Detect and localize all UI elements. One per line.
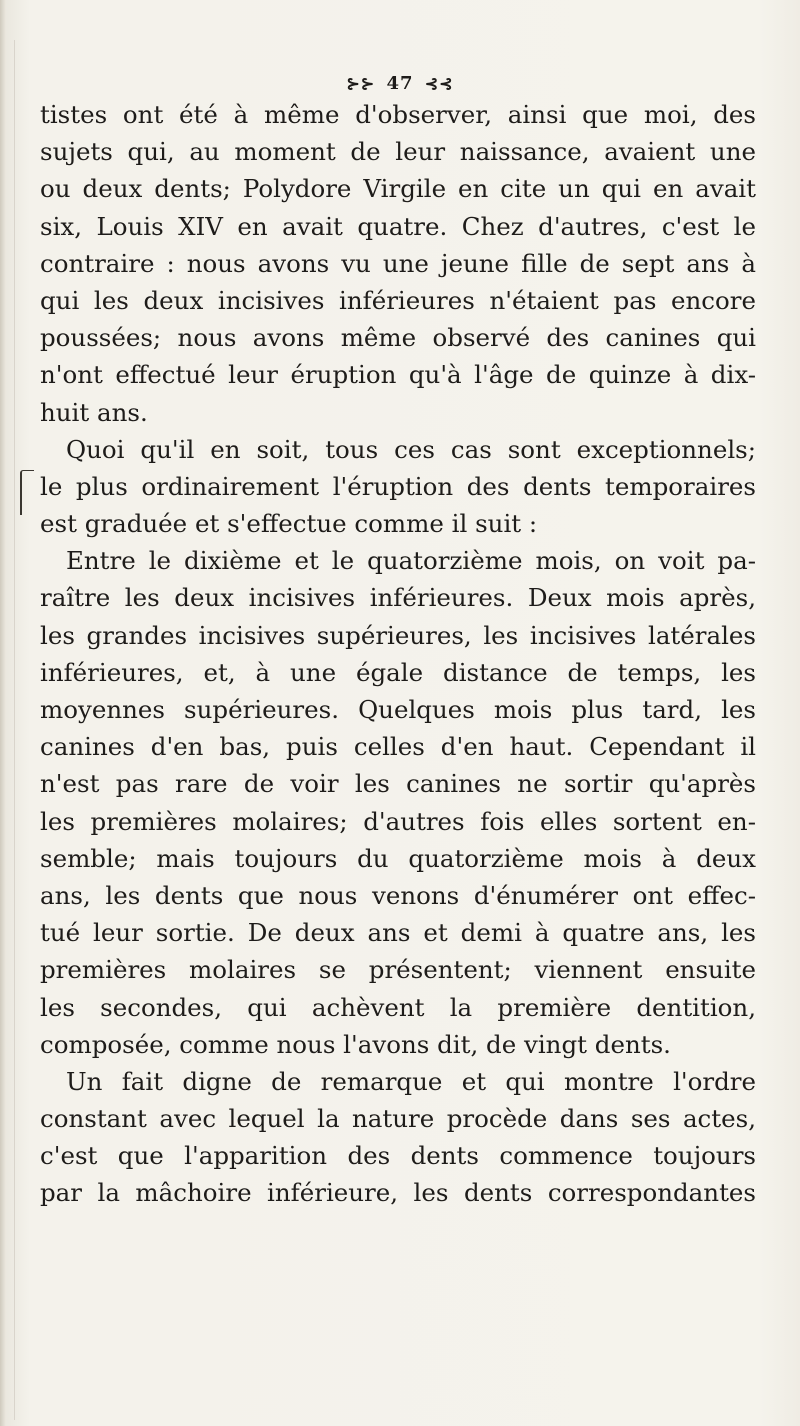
ornament-right-icon: ⊰⊰ (424, 74, 454, 93)
paragraph-start-line: Quoi qu'il en soit, tous ces cas sont exceptionnels; (66, 434, 756, 464)
text-line: poussées; nous avons même observé des canines qui (40, 323, 756, 353)
margin-bracket-mark (20, 470, 34, 515)
page-number: 47 (386, 73, 414, 94)
text-line: composée, comme nous l'avons dit, de vingt dents. (40, 1029, 671, 1059)
text-line: les secondes, qui achèvent la première dentition, (40, 992, 756, 1022)
text-line: est graduée et s'effectue comme il suit : (40, 509, 538, 539)
text-line: c'est que l'apparition des dents commence toujours (40, 1141, 756, 1171)
body-text (40, 96, 756, 1212)
text-line: sujets qui, au moment de leur naissance, avaient une (40, 137, 756, 167)
text-line: canines d'en bas, puis celles d'en haut. Cependant il (40, 732, 756, 762)
text-line: six, Louis XIV en avait quatre. Chez d'autres, c'est le (40, 211, 756, 241)
paragraph-start-line: Un fait digne de remarque et qui montre l'ordre (66, 1066, 756, 1096)
text-line: par la mâchoire inférieure, les dents correspondantes (40, 1178, 756, 1208)
text-line: huit ans. (40, 397, 148, 427)
text-line: les grandes incisives supérieures, les incisives latérales (40, 620, 756, 650)
text-line: inférieures, et, à une égale distance de temps, les (40, 657, 756, 687)
gutter-shadow-line (14, 40, 15, 1420)
ornament-left-icon: ⊱⊱ (346, 74, 376, 93)
text-line: tué leur sortie. De deux ans et demi à quatre ans, les (40, 918, 756, 948)
text-line: premières molaires se présentent; viennent ensuite (40, 955, 756, 985)
text-line: contraire : nous avons vu une jeune fille de sept ans à (40, 248, 756, 278)
text-line: n'est pas rare de voir les canines ne sortir qu'après (40, 769, 756, 799)
text-line: semble; mais toujours du quatorzième mois à deux (40, 843, 756, 873)
text-line: qui les deux incisives inférieures n'étaient pas encore (40, 285, 756, 315)
text-line: ans, les dents que nous venons d'énumérer ont effec- (40, 880, 756, 910)
text-line: tistes ont été à même d'observer, ainsi que moi, des (40, 100, 756, 129)
paragraph-start-line: Entre le dixième et le quatorzième mois, on voit pa- (66, 546, 756, 576)
text-line: constant avec lequel la nature procède dans ses actes, (40, 1104, 756, 1134)
text-line: raître les deux incisives inférieures. Deux mois après, (40, 583, 756, 613)
text-line: les premières molaires; d'autres fois elles sortent en- (40, 806, 756, 836)
text-line: le plus ordinairement l'éruption des dents temporaires (40, 471, 756, 501)
text-line: moyennes supérieures. Quelques mois plus tard, les (40, 695, 756, 724)
page-header (0, 72, 800, 96)
text-line: ou deux dents; Polydore Virgile en cite un qui en avait (40, 174, 756, 204)
text-line: n'ont effectué leur éruption qu'à l'âge de quinze à dix- (40, 360, 756, 390)
page-gutter (0, 0, 6, 1426)
